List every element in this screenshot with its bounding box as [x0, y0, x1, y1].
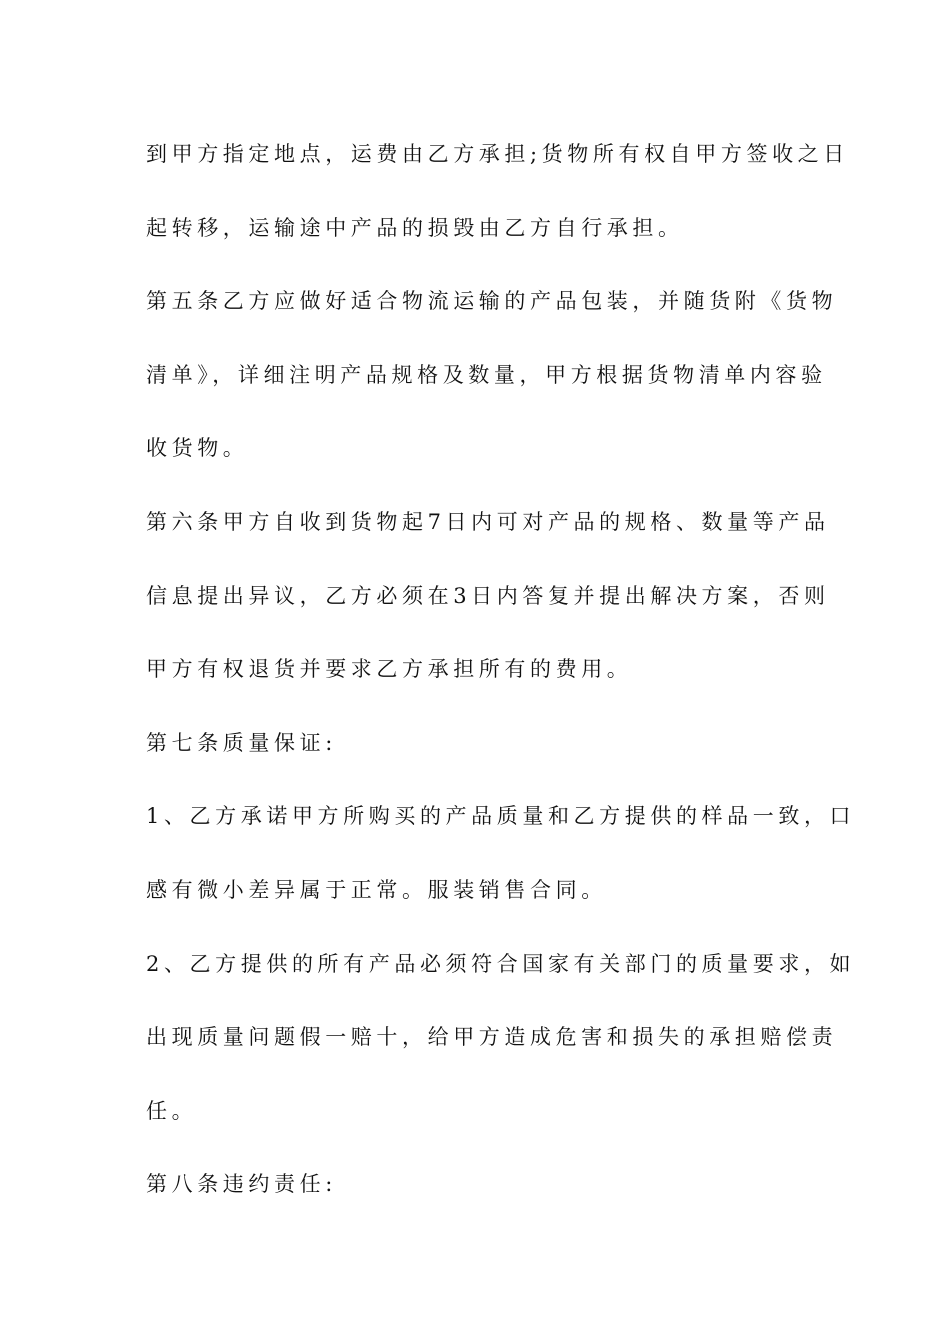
text-line: 信息提出异议，乙方必须在3日内答复并提出解决方案，否则 [146, 583, 830, 608]
article-5-line: 第五条乙方应做好适合物流运输的产品包装，并随货附《货物 [146, 289, 838, 314]
text-line: 清单》，详细注明产品规格及数量，甲方根据货物清单内容验 [146, 362, 827, 387]
clause-2-line: 2、乙方提供的所有产品必须符合国家有关部门的质量要求，如 [146, 951, 856, 976]
article-7-heading: 第七条质量保证: [146, 730, 337, 755]
text-line: 起转移，运输途中产品的损毁由乙方自行承担。 [146, 215, 684, 240]
text-line: 任。 [146, 1098, 198, 1123]
clause-1-line: 1、乙方承诺甲方所购买的产品质量和乙方提供的样品一致，口 [146, 804, 856, 829]
document-body [146, 132, 856, 1236]
text-line: 感有微小差异属于正常。服装销售合同。 [146, 877, 607, 902]
text-line: 到甲方指定地点，运费由乙方承担;货物所有权自甲方签收之日 [146, 142, 849, 166]
text-line: 出现质量问题假一赔十，给甲方造成危害和损失的承担赔偿责 [146, 1025, 838, 1050]
text-line: 收货物。 [146, 436, 249, 461]
text-line: 甲方有权退货并要求乙方承担所有的费用。 [146, 657, 633, 682]
article-6-line: 第六条甲方自收到货物起7日内可对产品的规格、数量等产品 [146, 509, 830, 534]
article-8-heading: 第八条违约责任: [146, 1172, 337, 1197]
